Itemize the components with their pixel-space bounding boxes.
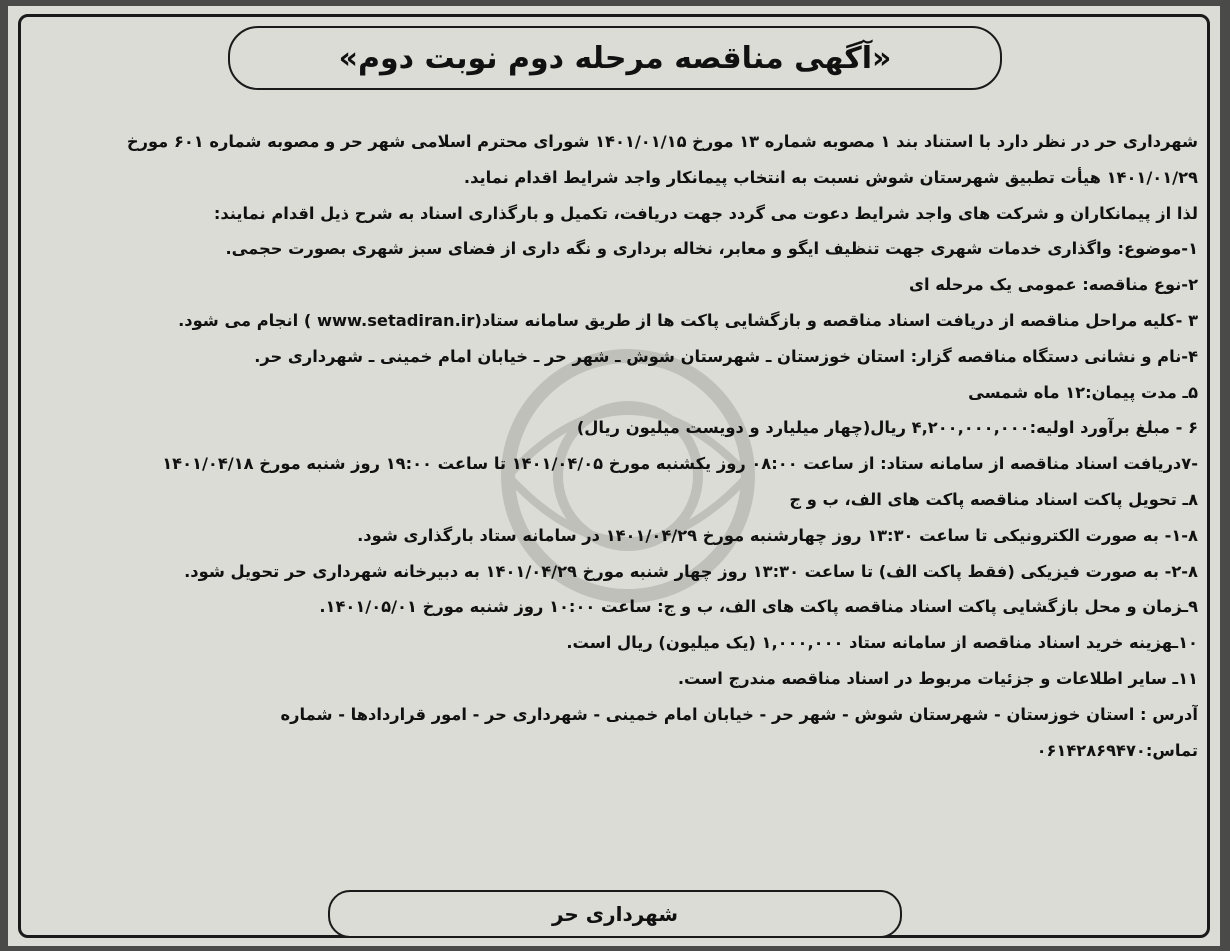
body-line: ۸ـ تحویل پاکت اسناد مناقصه پاکت های الف، ب و ج (789, 489, 1198, 509)
notice-title: «آگهی مناقصه مرحله دوم نوبت دوم» (338, 40, 892, 76)
body-line: ۱-۸- به صورت الکترونیکی تا ساعت ۱۳:۳۰ روز چهارشنبه مورخ ۱۴۰۱/۰۴/۲۹ در سامانه ستاد بارگذاری شود. (357, 525, 1198, 545)
body-line: شهرداری حر در نظر دارد با استناد بند ۱ مصوبه شماره ۱۳ مورخ ۱۴۰۱/۰۱/۱۵ شورای محترم اسلامی شهر حر و مصوبه شماره ۶۰۱ مورخ (126, 132, 1198, 151)
body-line: لذا از پیمانکاران و شرکت های واجد شرایط دعوت می گردد جهت دریافت، تکمیل و بارگذاری اسناد به شرح ذیل اقدام نمایند: (213, 203, 1198, 223)
body-line: ۹ـزمان و محل بازگشایی پاکت اسناد مناقصه پاکت های الف، ب و ج: ساعت ۱۰:۰۰ روز شنبه مورخ ۱۴۰۱/۰۵/۰۱. (319, 597, 1198, 617)
signature-banner (328, 890, 902, 938)
body-line: ۱۴۰۱/۰۱/۲۹ هیأت تطبیق شهرستان شوش نسبت به انتخاب پیمانکار واجد شرایط اقدام نماید. (463, 167, 1198, 187)
body-line: ۳ -کلیه مراحل مناقصه از دریافت اسناد مناقصه و بازگشایی پاکت ها از طریق سامانه ستاد(www.setadiran.ir ) انجام می شود. (178, 310, 1198, 330)
body-line: ۵ـ مدت پیمان:۱۲ ماه شمسی (968, 382, 1198, 402)
body-line: ۱۱ـ سایر اطلاعات و جزئیات مربوط در اسناد مناقصه مندرج است. (677, 668, 1198, 688)
body-line: -۷دریافت اسناد مناقصه از سامانه ستاد: از ساعت ۰۸:۰۰ روز یکشنبه مورخ ۱۴۰۱/۰۴/۰۵ تا ساعت ۱۹:۰۰ روز شنبه مورخ ۱۴۰۱/۰۴/۱۸ (162, 454, 1198, 474)
body-line: ۱-موضوع: واگذاری خدمات شهری جهت تنظیف ایگو و معابر، نخاله برداری و نگه داری از فضای سبز شهری بصورت حجمی. (225, 239, 1198, 259)
body-line: ۲-نوع مناقصه: عمومی یک مرحله ای (909, 275, 1198, 295)
body-line: ۲-۸- به صورت فیزیکی (فقط پاکت الف) تا ساعت ۱۳:۳۰ روز چهار شنبه مورخ ۱۴۰۱/۰۴/۲۹ به دبیرخانه شهرداری حر تحویل شود. (184, 561, 1198, 581)
body-line: تماس:۰۶۱۴۲۸۶۹۴۷۰ (1036, 740, 1198, 760)
notice-body (38, 124, 1198, 768)
body-line: ۱۰ـهزینه خرید اسناد مناقصه از سامانه ستاد ۱,۰۰۰,۰۰۰ (یک میلیون) ریال است. (566, 633, 1198, 653)
newspaper-clipping (8, 6, 1220, 946)
body-line: آدرس : استان خوزستان - شهرستان شوش - شهر حر - خیابان امام خمینی - شهرداری حر - امور قراردادها - شماره (280, 704, 1198, 724)
body-line: ۴-نام و نشانی دستگاه مناقصه گزار: استان خوزستان ـ شهرستان شوش ـ شهر حر ـ خیابان امام خمینی ـ شهرداری حر. (254, 346, 1198, 366)
signature-text: شهرداری حر (551, 902, 679, 926)
body-line: ۶ - مبلغ برآورد اولیه:۴,۲۰۰,۰۰۰,۰۰۰ ریال(چهار میلیارد و دویست میلیون ریال) (576, 418, 1198, 438)
title-banner (228, 26, 1002, 90)
